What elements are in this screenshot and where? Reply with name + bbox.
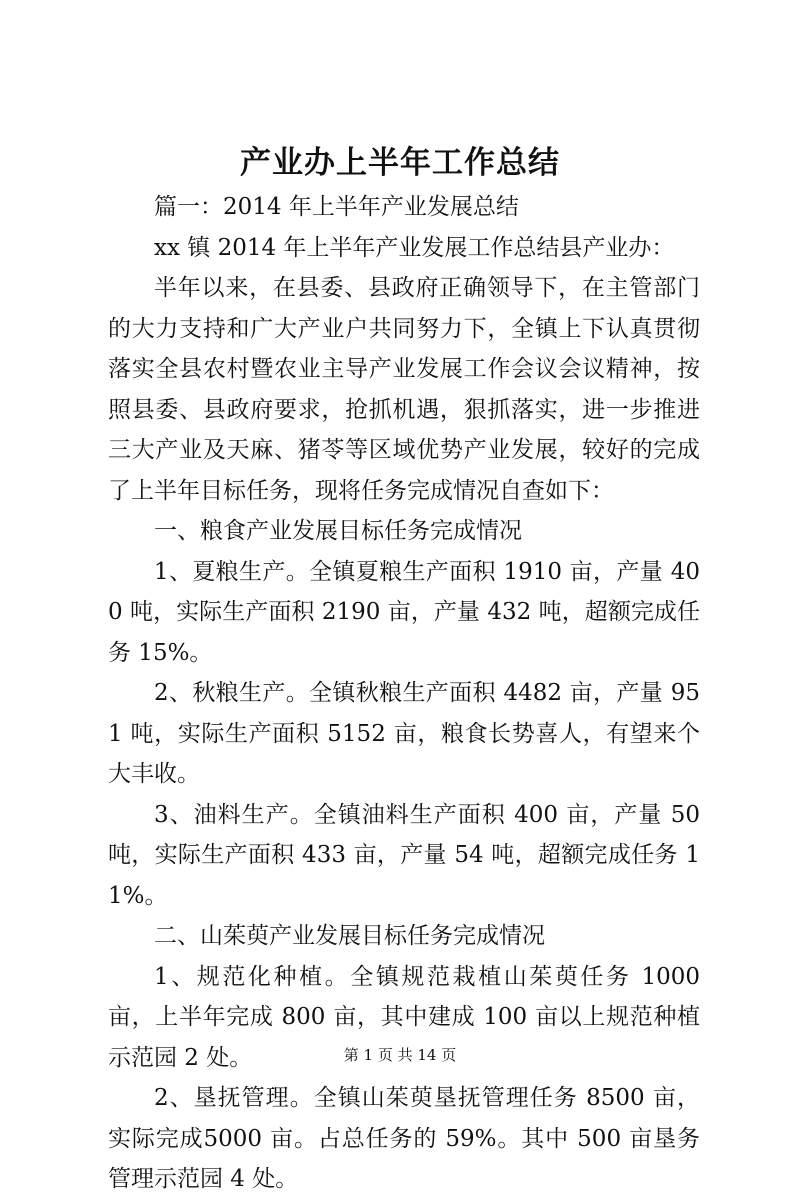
paragraph-oil-crops: 3、油料生产。全镇油料生产面积 400 亩，产量 50 吨，实际生产面积 433 亩，产量 54 吨，超额完成任务 11%。 [108, 801, 700, 909]
paragraph-report-heading: xx 镇 2014 年上半年产业发展工作总结县产业办： [154, 234, 675, 261]
paragraph-autumn-grain: 2、秋粮生产。全镇秋粮生产面积 4482 亩，产量 951 吨，实际生产面积 5152 亩，粮食长势喜人，有望来个大丰收。 [108, 680, 700, 787]
paragraph-intro: 半年以来，在县委、县政府正确领导下，在主管部门的大力支持和广大产业户共同努力下，全镇上下认真贯彻落实全县农村暨农业主导产业发展工作会议会议精神，按照县委、县政府要求，抢抓机遇，狠抓落实，进一步推进三大产业及天麻、猪苓等区域优势产业发展，较好的完成了上半年目标任务，现将任务完成情况自查如下： [108, 275, 700, 504]
paragraph-cornus-heading: 二、山茱萸产业发展目标任务完成情况 [154, 923, 545, 949]
paragraph-section-heading: 篇一：2014 年上半年产业发展总结 [154, 194, 519, 220]
document-title: 产业办上半年工作总结 [240, 145, 560, 181]
paragraph-grain-heading: 一、粮食产业发展目标任务完成情况 [154, 518, 522, 544]
page-footer: 第 1 页 共 14 页 [343, 1046, 457, 1064]
paragraph-reclamation-management: 2、垦抚管理。全镇山茱萸垦抚管理任务 8500 亩，实际完成5000 亩。占总任务的 59%。其中 500 亩垦务管理示范园 4 处。 [108, 1085, 700, 1192]
paragraph-summer-grain: 1、夏粮生产。全镇夏粮生产面积 1910 亩，产量 400 吨，实际生产面积 2190 亩，产量 432 吨，超额完成任务 15%。 [108, 558, 700, 666]
paragraph-standard-planting: 1、规范化种植。全镇规范栽植山茱萸任务 1000 亩，上半年完成 800 亩，其中建成 100 亩以上规范种植示范园 2 处。 [108, 963, 700, 1071]
